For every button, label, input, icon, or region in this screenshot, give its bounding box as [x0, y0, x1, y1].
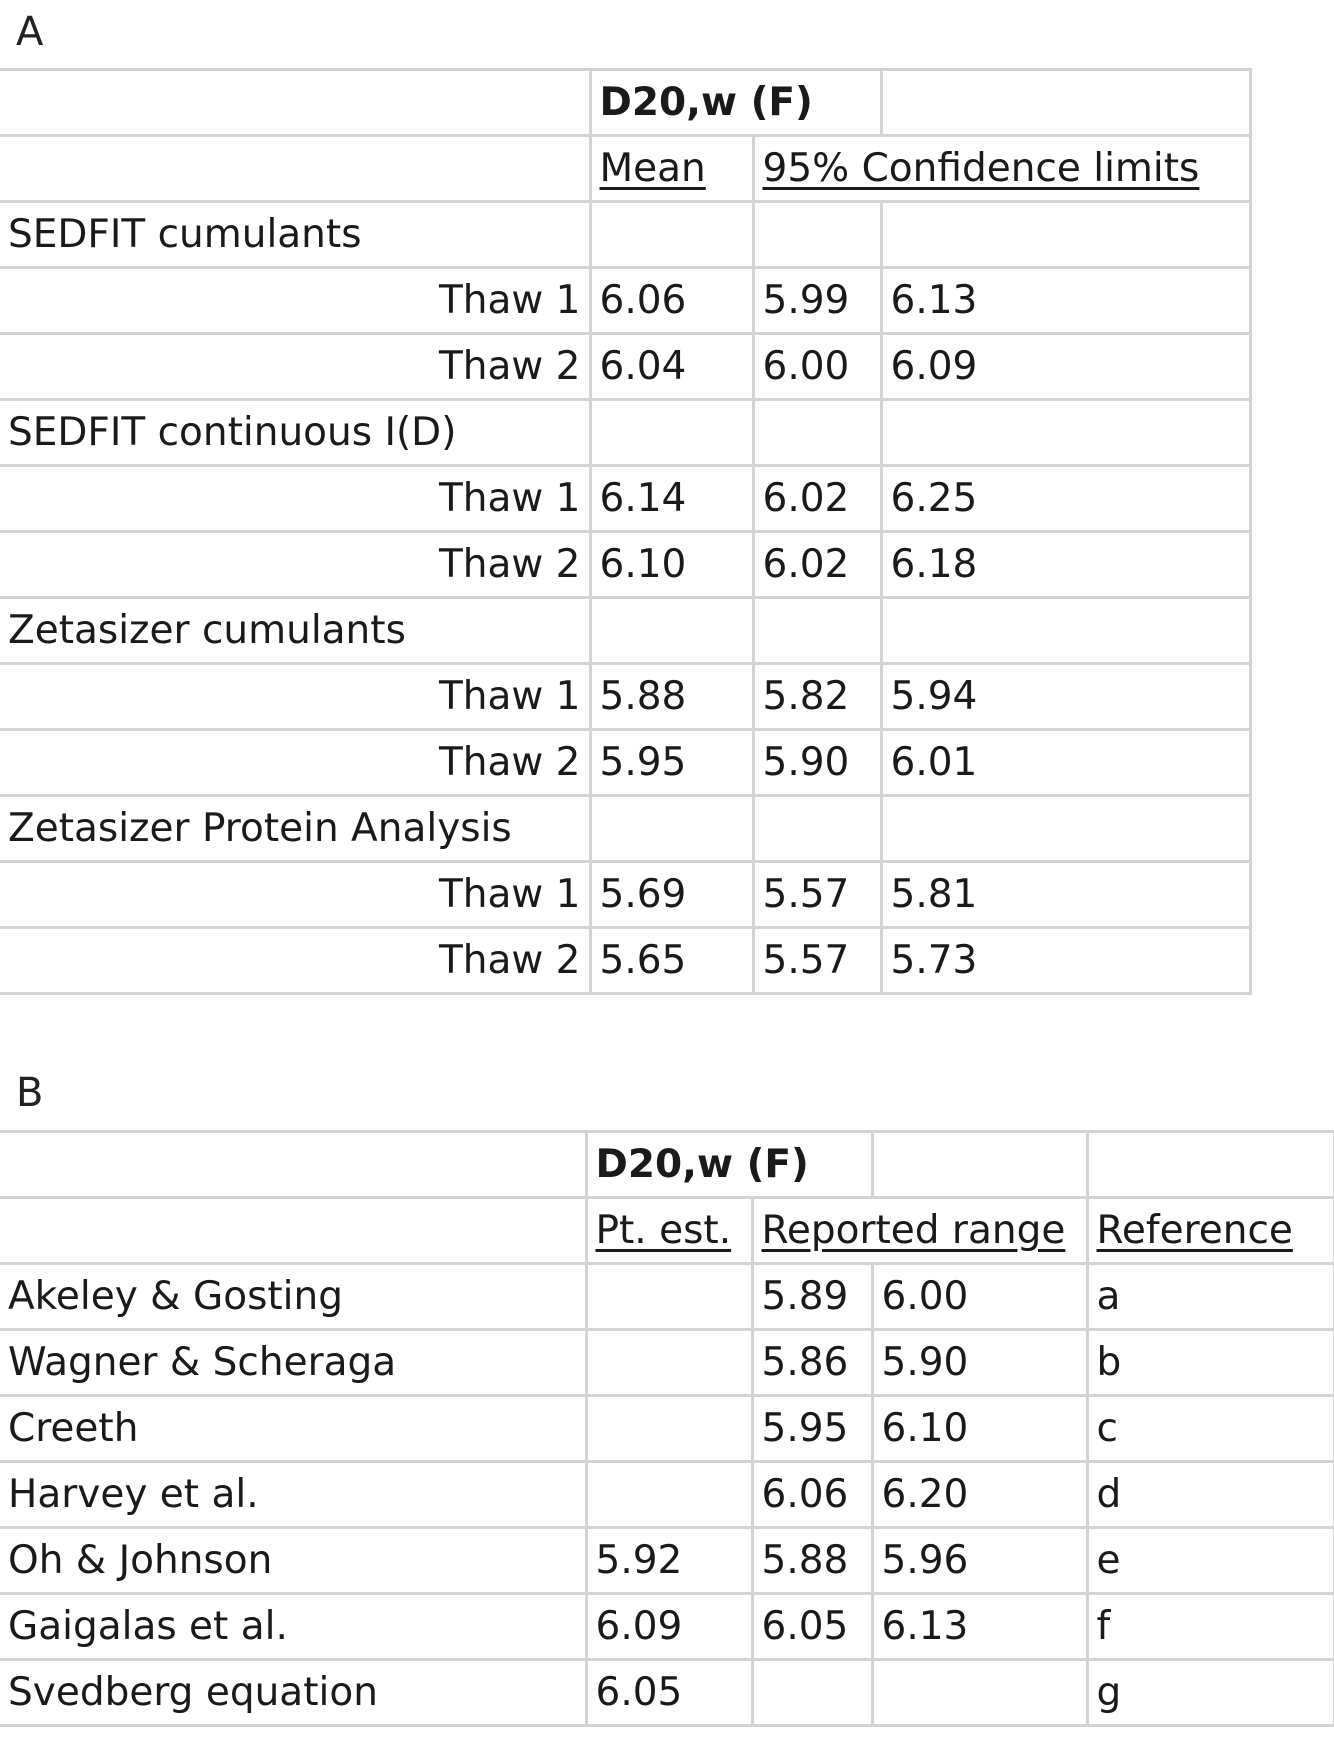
group-row	[0, 598, 1250, 664]
ci-high: 6.13	[881, 268, 1250, 334]
range-low	[752, 1660, 872, 1726]
ci-low: 6.02	[753, 532, 881, 598]
ci-low: 5.57	[753, 928, 881, 994]
row-label: Thaw 2	[0, 928, 590, 994]
header-ci: 95% Confidence limits	[762, 146, 1200, 191]
panel-b-label: B	[16, 1070, 44, 1116]
reference: e	[1087, 1528, 1334, 1594]
empty-cell	[0, 1198, 586, 1264]
point-estimate: 6.05	[586, 1660, 752, 1726]
header-mean-cell	[590, 136, 753, 202]
row-label: Thaw 2	[0, 532, 590, 598]
header-main: D20,w (F)	[586, 1132, 872, 1198]
range-low: 5.88	[752, 1528, 872, 1594]
source-name: Gaigalas et al.	[0, 1594, 586, 1660]
ci-low: 6.02	[753, 466, 881, 532]
header-range-cell	[752, 1198, 1087, 1264]
ci-high: 6.01	[881, 730, 1250, 796]
source-name: Svedberg equation	[0, 1660, 586, 1726]
point-estimate	[586, 1462, 752, 1528]
row-label: Thaw 2	[0, 334, 590, 400]
source-name: Creeth	[0, 1396, 586, 1462]
ci-low: 5.82	[753, 664, 881, 730]
source-name: Harvey et al.	[0, 1462, 586, 1528]
group-name: Zetasizer cumulants	[0, 598, 590, 664]
group-row	[0, 796, 1250, 862]
table-row	[0, 664, 1250, 730]
header-mean: Mean	[599, 146, 706, 191]
row-label: Thaw 2	[0, 730, 590, 796]
ci-high: 6.09	[881, 334, 1250, 400]
table-row	[0, 862, 1250, 928]
row-label: Thaw 1	[0, 664, 590, 730]
ci-high: 5.94	[881, 664, 1250, 730]
range-low: 5.86	[752, 1330, 872, 1396]
mean-value: 5.95	[590, 730, 753, 796]
mean-value: 5.65	[590, 928, 753, 994]
point-estimate	[586, 1264, 752, 1330]
panel-a-label: A	[16, 9, 44, 55]
reference: g	[1087, 1660, 1334, 1726]
table-row	[0, 1594, 1334, 1660]
table-b-subheader-row	[0, 1198, 1334, 1264]
table-row	[0, 1528, 1334, 1594]
header-ref-cell	[1087, 1198, 1334, 1264]
header-ci-cell	[753, 136, 1250, 202]
table-row	[0, 1264, 1334, 1330]
empty-cell	[1087, 1132, 1334, 1198]
table-a-header-row	[0, 70, 1250, 136]
ci-high: 5.81	[881, 862, 1250, 928]
header-pt: Pt. est.	[595, 1208, 732, 1253]
table-b	[0, 1130, 1334, 1727]
group-row	[0, 400, 1250, 466]
range-low: 6.06	[752, 1462, 872, 1528]
range-high	[872, 1660, 1087, 1726]
range-low: 6.05	[752, 1594, 872, 1660]
source-name: Wagner & Scheraga	[0, 1330, 586, 1396]
ci-high: 6.18	[881, 532, 1250, 598]
source-name: Oh & Johnson	[0, 1528, 586, 1594]
table-a	[0, 68, 1252, 995]
header-range: Reported range	[761, 1208, 1066, 1253]
empty-cell	[0, 1132, 586, 1198]
table-row	[0, 1660, 1334, 1726]
ci-high: 5.73	[881, 928, 1250, 994]
table-row	[0, 928, 1250, 994]
reference: b	[1087, 1330, 1334, 1396]
header-main: D20,w (F)	[590, 70, 881, 136]
table-row	[0, 1462, 1334, 1528]
header-ref: Reference	[1096, 1208, 1293, 1253]
ci-low: 5.99	[753, 268, 881, 334]
group-name: SEDFIT continuous I(D)	[0, 400, 590, 466]
range-high: 6.10	[872, 1396, 1087, 1462]
point-estimate: 6.09	[586, 1594, 752, 1660]
point-estimate: 5.92	[586, 1528, 752, 1594]
ci-low: 6.00	[753, 334, 881, 400]
mean-value: 5.69	[590, 862, 753, 928]
range-low: 5.95	[752, 1396, 872, 1462]
reference: a	[1087, 1264, 1334, 1330]
ci-low: 5.57	[753, 862, 881, 928]
range-high: 6.00	[872, 1264, 1087, 1330]
range-high: 6.20	[872, 1462, 1087, 1528]
row-label: Thaw 1	[0, 268, 590, 334]
row-label: Thaw 1	[0, 466, 590, 532]
empty-cell	[881, 70, 1250, 136]
table-b-header-row	[0, 1132, 1334, 1198]
ci-low: 5.90	[753, 730, 881, 796]
reference: f	[1087, 1594, 1334, 1660]
mean-value: 5.88	[590, 664, 753, 730]
source-name: Akeley & Gosting	[0, 1264, 586, 1330]
mean-value: 6.10	[590, 532, 753, 598]
range-high: 6.13	[872, 1594, 1087, 1660]
point-estimate	[586, 1330, 752, 1396]
table-row	[0, 532, 1250, 598]
range-high: 5.90	[872, 1330, 1087, 1396]
table-a-subheader-row	[0, 136, 1250, 202]
reference: c	[1087, 1396, 1334, 1462]
group-name: SEDFIT cumulants	[0, 202, 590, 268]
empty-cell	[0, 70, 590, 136]
mean-value: 6.04	[590, 334, 753, 400]
row-label: Thaw 1	[0, 862, 590, 928]
reference: d	[1087, 1462, 1334, 1528]
table-row	[0, 1396, 1334, 1462]
table-row	[0, 1330, 1334, 1396]
point-estimate	[586, 1396, 752, 1462]
range-high: 5.96	[872, 1528, 1087, 1594]
range-low: 5.89	[752, 1264, 872, 1330]
table-row	[0, 466, 1250, 532]
table-row	[0, 730, 1250, 796]
ci-high: 6.25	[881, 466, 1250, 532]
table-row	[0, 268, 1250, 334]
group-name: Zetasizer Protein Analysis	[0, 796, 590, 862]
empty-cell	[872, 1132, 1087, 1198]
header-pt-cell	[586, 1198, 752, 1264]
empty-cell	[0, 136, 590, 202]
table-row	[0, 334, 1250, 400]
mean-value: 6.14	[590, 466, 753, 532]
mean-value: 6.06	[590, 268, 753, 334]
group-row	[0, 202, 1250, 268]
